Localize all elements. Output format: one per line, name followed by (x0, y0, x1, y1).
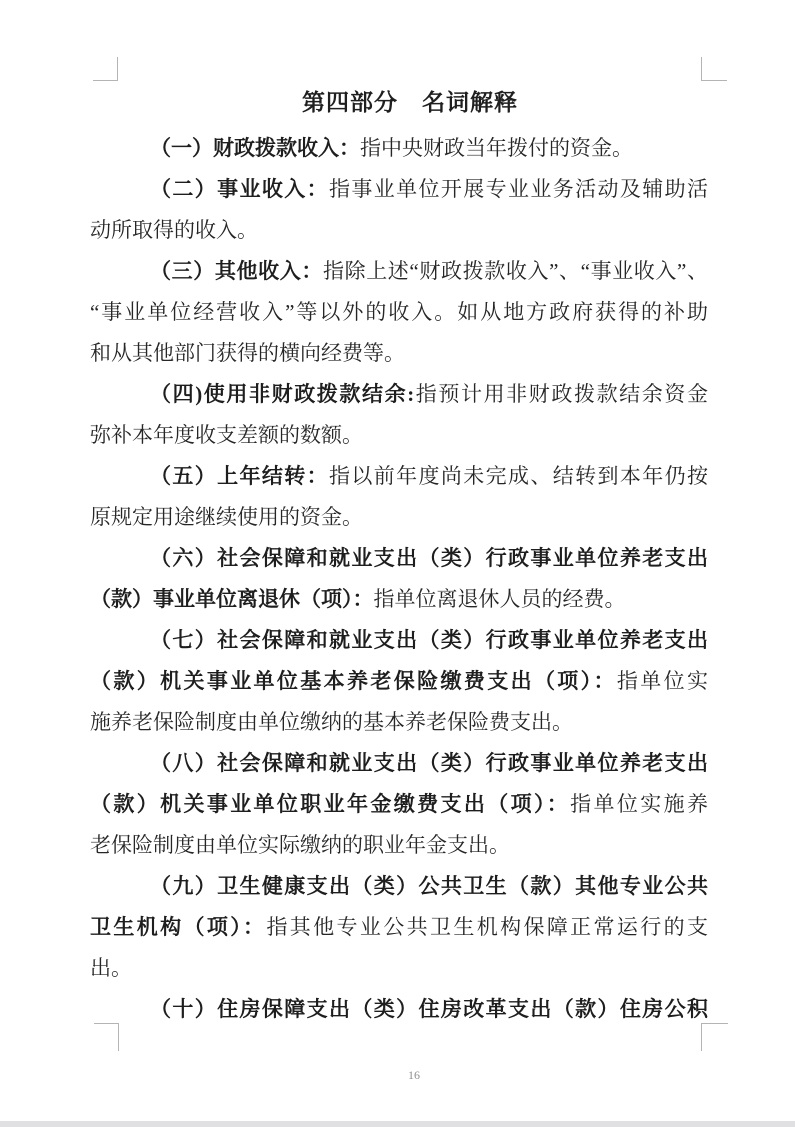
paragraph-line: （四)使用非财政拨款结余:指预计用非财政拨款结余资金 (150, 382, 708, 406)
paragraph-line: 和从其他部门获得的横向经费等。 (90, 341, 405, 365)
paragraph-line: （一）财政拨款收入：指中央财政当年拨付的资金。 (150, 136, 633, 160)
paragraph-line: 动所取得的收入。 (90, 218, 258, 242)
paragraph-line: （五）上年结转：指以前年度尚未完成、结转到本年仍按 (150, 464, 708, 488)
paragraph-line: （九）卫生健康支出（类）公共卫生（款）其他专业公共 (150, 874, 708, 898)
page-number: 16 (408, 1068, 420, 1082)
paragraph-line: （六）社会保障和就业支出（类）行政事业单位养老支出 (150, 546, 708, 570)
paragraph-line: 卫生机构（项）：指其他专业公共卫生机构保障正常运行的支 (90, 915, 708, 939)
paragraph-line: （七）社会保障和就业支出（类）行政事业单位养老支出 (150, 628, 708, 652)
page-title: 第四部分 名词解释 (302, 90, 518, 115)
window-bottom-band (0, 1121, 795, 1127)
paragraph-line: （八）社会保障和就业支出（类）行政事业单位养老支出 (150, 751, 708, 775)
crop-mark-top-left-icon (93, 57, 118, 81)
paragraph-line: 老保险制度由单位实际缴纳的职业年金支出。 (90, 833, 510, 857)
crop-mark-top-right-icon (701, 57, 727, 81)
paragraph-list (90, 128, 708, 1030)
paragraph-line: （款）机关事业单位基本养老保险缴费支出（项）：指单位实 (90, 669, 708, 693)
paragraph-line: （三）其他收入：指除上述“财政拨款收入”、“事业收入”、 (150, 259, 708, 283)
paragraph-line: 弥补本年度收支差额的数额。 (90, 423, 363, 447)
paragraph-line: （二）事业收入：指事业单位开展专业业务活动及辅助活 (150, 177, 708, 201)
paragraph-line: 施养老保险制度由单位缴纳的基本养老保险费支出。 (90, 710, 573, 734)
paragraph-line: （十）住房保障支出（类）住房改革支出（款）住房公积 (150, 997, 708, 1021)
paragraph-line: “事业单位经营收入”等以外的收入。如从地方政府获得的补助 (90, 300, 708, 324)
paragraph-line: （款）事业单位离退休（项）：指单位离退休人员的经费。 (90, 587, 626, 611)
paragraph-line: （款）机关事业单位职业年金缴费支出（项）：指单位实施养 (90, 792, 708, 816)
paragraph-line: 原规定用途继续使用的资金。 (90, 505, 363, 529)
paragraph-line: 出。 (90, 956, 132, 980)
